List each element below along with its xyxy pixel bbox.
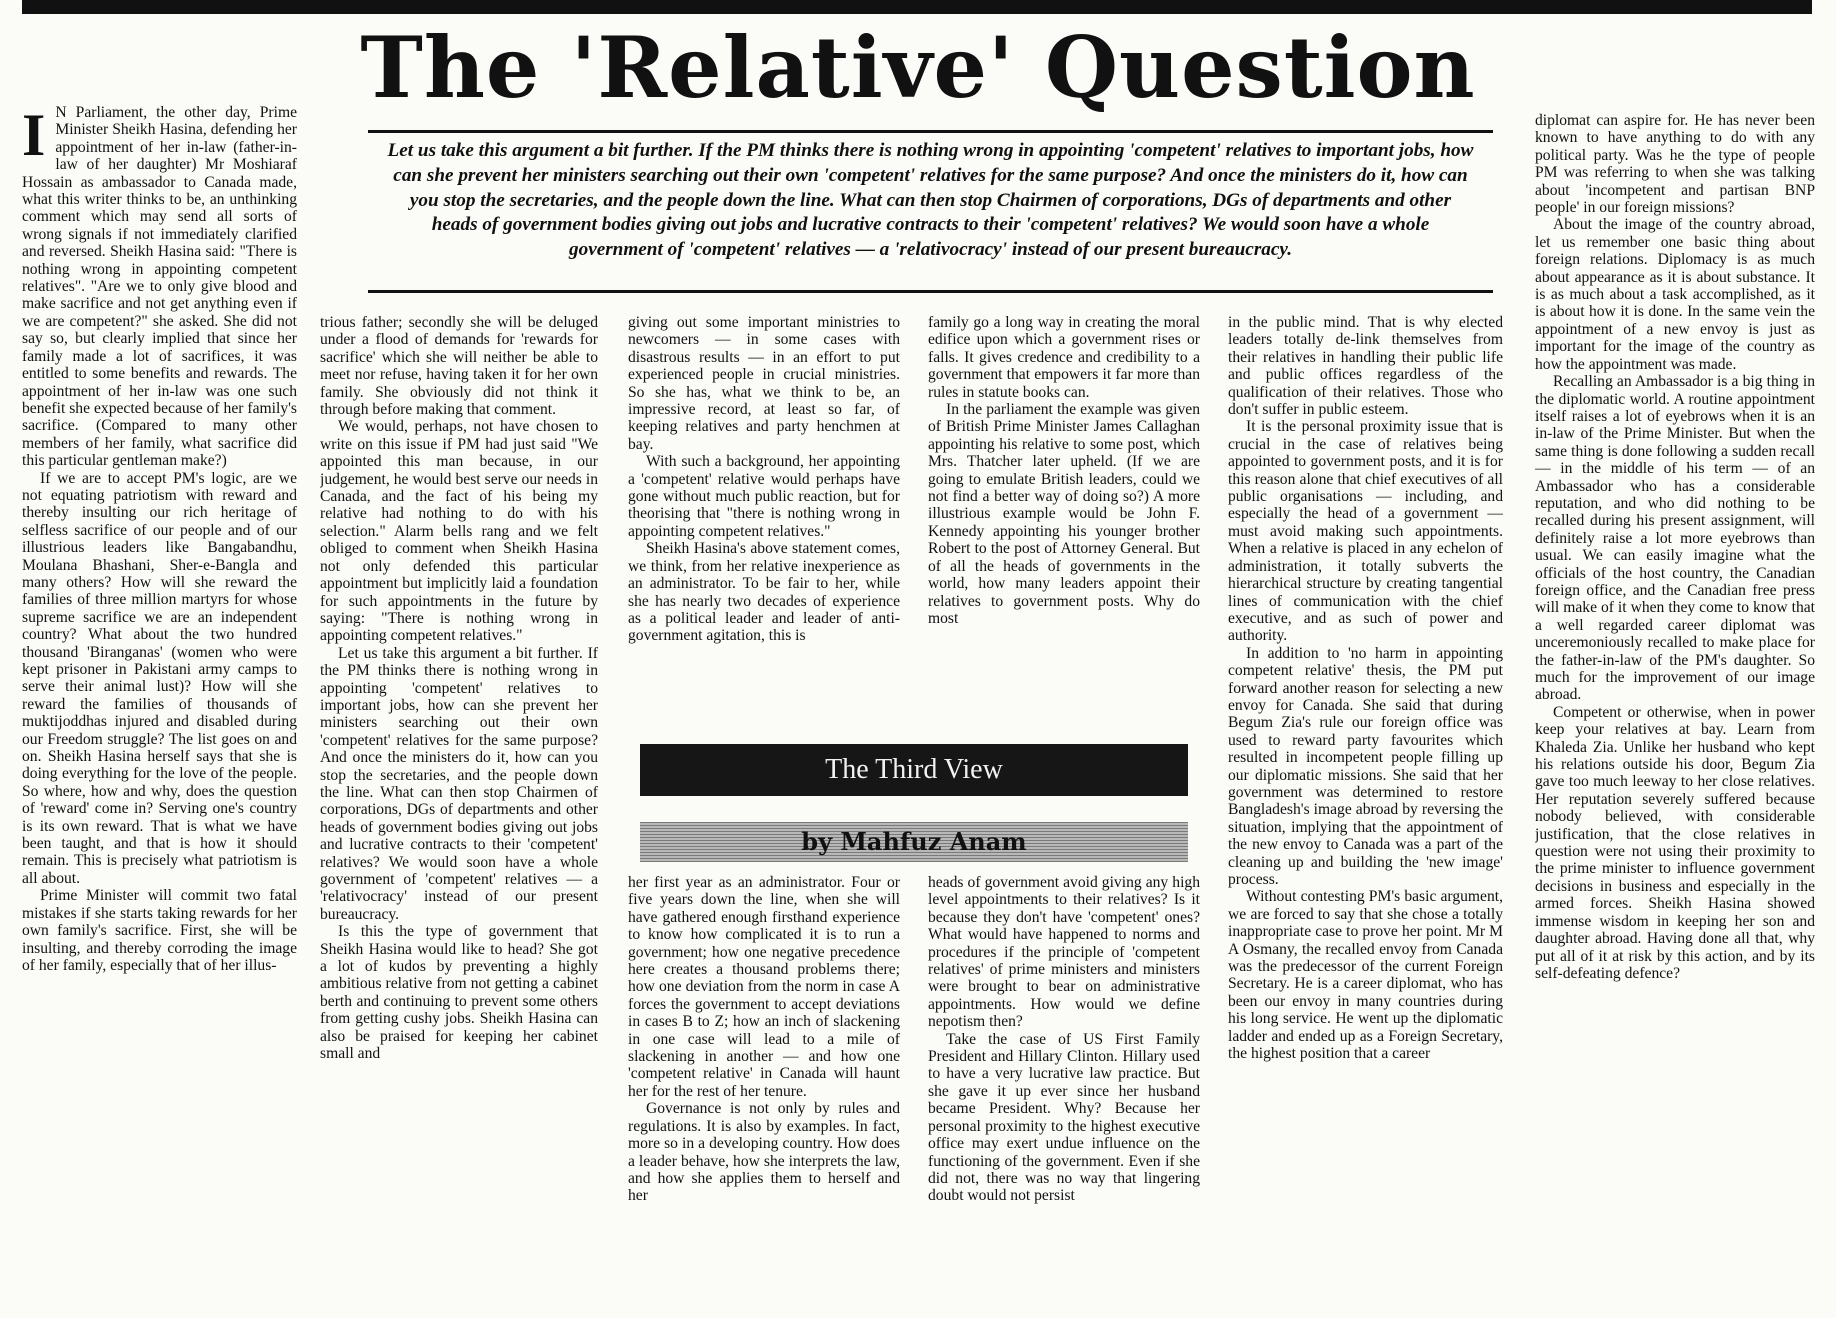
paragraph: With such a background, her appointing a 'competent' relative would perhaps have gone without much public reaction, but for theorising that "there is nothing wrong in appointing competent relatives." bbox=[628, 453, 900, 540]
paragraph: heads of government avoid giving any high level appointments to their relatives? Is it because they don't have 'competent' ones? What would have happened to norms and procedures if the principle of 'competent relatives' of prime ministers and ministers were brought to bear on administrative appointments. How would we define nepotism then? bbox=[928, 874, 1200, 1031]
top-rule bbox=[22, 0, 1812, 14]
pull-quote: Let us take this argument a bit further. If the PM thinks there is nothing wrong in appointing 'competent' relatives to important jobs, how can she prevent her ministers searching out their own 'competent' relatives for the same purpose? And once the ministers do it, how can you stop the secretaries, and the people down the line. What can then stop Chairmen of corporations, DGs of departments and other heads of government bodies giving out jobs and lucrative contracts to their 'competent' relatives? We would soon have a whole government of 'competent' relatives — a 'relativocracy' instead of our present bureaucracy. bbox=[387, 140, 1474, 261]
paragraph: Competent or otherwise, when in power keep your relatives at bay. Learn from Khaleda Zia. Unlike her husband who kept his relations outside his door, Begum Zia gave too much leeway to her close relatives. Her reputation severely suffered because nobody believed, with considerable justification, that the close relatives in question were not using their proximity to the prime minister to influence government decisions in business and especially in the armed forces. Sheikh Hasina showed immense wisdom in keeping her son and daughter abroad. Having done all that, why put all of it at risk by this action, and by its self-defeating defence? bbox=[1535, 703, 1815, 982]
column-1 bbox=[22, 104, 297, 1318]
paragraph: Take the case of US First Family President and Hillary Clinton. Hillary used to have a very lucrative law practice. But she gave it up ever since her husband became President. Why? Because her personal proximity to the highest executive office may exert undue influence on the functioning of the government. Even if she did not, there was no way that lingering doubt would not persist bbox=[928, 1030, 1200, 1205]
paragraph: Is this the type of government that Sheikh Hasina would like to head? She got a lot of kudos by preventing a highly ambitious relative from not getting a cabinet berth and continuing to prevent some others from getting cushy jobs. Sheikh Hasina can also be praised for keeping her cabinet small and bbox=[320, 923, 598, 1063]
paragraph: Governance is not only by rules and regulations. It is also by examples. In fact, more so in a developing country. How does a leader behave, how she interprets the law, and how she applies them to herself and her bbox=[628, 1100, 900, 1205]
paragraph: trious father; secondly she will be deluged under a flood of demands for 'rewards for sacrifice' which she will neither be able to meet nor refuse, having taken it for her own family. She obviously did not think it through before making that comment. bbox=[320, 314, 598, 419]
column-4-bottom bbox=[928, 874, 1200, 1318]
column-3-top bbox=[628, 314, 900, 732]
byline: by Mahfuz Anam bbox=[640, 822, 1188, 862]
column-label: The Third View bbox=[640, 744, 1188, 796]
paragraph: It is the personal proximity issue that is crucial in the case of relatives being appointed to government posts, and it is for this reason alone that chief executives of all public organisations — including, and especially the head of a government — must avoid making such appointments. When a relative is placed in any echelon of administration, it totally subverts the hierarchical structure by creating tangential lines of communication with the chief executive, and as such of power and authority. bbox=[1228, 418, 1503, 645]
paragraph-text: N Parliament, the other day, Prime Minister Sheikh Hasina, defending her appointment of her in-law (father-in-law of her daughter) Mr Moshiaraf Hossain as ambassador to Canada made, what this writer thinks to be, an unthinking comment which may send all sorts of wrong signals if not immediately clarified and reversed. Sheikh Hasina said: "There is nothing wrong in appointing competent relatives". "Are we to only give blood and make sacrifice and not get anything even if we are competent?" she asked. She did not say so, but clearly implied that since her family made a lot of sacrifices, it was entitled to some benefits and rewards. The appointment of her in-law was one such benefit she expected because of her family's sacrifice. (Compared to many other members of her family, what sacrifice did this particular gentleman make?) bbox=[22, 104, 297, 470]
paragraph: Let us take this argument a bit further. If the PM thinks there is nothing wrong in appointing 'competent' relatives to important jobs, how can she prevent her ministers searching out their own 'competent' relatives for the same purpose? And once the ministers do it, how can you stop the secretaries, and the people down the line. What can then stop Chairmen of corporations, DGs of departments and other heads of government bodies giving out jobs and lucrative contracts to their 'competent' relatives? We would soon have a whole government of 'competent' relatives — a 'relativocracy' instead of our present bureaucracy. bbox=[320, 644, 598, 923]
paragraph: diplomat can aspire for. He has never been known to have anything to do with any political party. Was he the type of people PM was referring to when she was talking about 'incompetent and partisan BNP people' in our foreign missions? bbox=[1535, 112, 1815, 217]
paragraph: Sheikh Hasina's above statement comes, we think, from her relative inexperience as an administrator. To be fair to her, while she has nearly two decades of experience as a political leader and leader of anti-government agitation, this is bbox=[628, 540, 900, 645]
column-5 bbox=[1228, 314, 1503, 1318]
paragraph: Without contesting PM's basic argument, we are forced to say that she chose a totally inappropriate case to prove her point. Mr M A Osmany, the recalled envoy from Canada was the predecessor of the current Foreign Secretary. He is a career diplomat, who has been our envoy in many countries during his long service. He went up the diplomatic ladder and ended up as a Foreign Secretary, the highest position that a career bbox=[1228, 888, 1503, 1063]
paragraph: We would, perhaps, not have chosen to write on this issue if PM had just said "We appointed this man because, in our judgement, he would best serve our needs in Canada, and the fact of his being my relative had nothing to do with his selection." Alarm bells rang and we felt obliged to comment when Sheikh Hasina not only defended this particular appointment but implicitly laid a foundation for such appointments in the future by saying: "There is nothing wrong in appointing competent relatives." bbox=[320, 418, 598, 645]
paragraph: her first year as an administrator. Four or five years down the line, when she will have gathered enough firsthand experience to know how complicated it is to run a government; how one negative precedence here creates a thousand problems there; how one deviation from the norm in case A forces the government to accept deviations in cases B to Z; how an inch of slackening in one case will lead to a mile of slackening in another — and how one 'competent relative' in Canada will haunt her for the rest of her tenure. bbox=[628, 874, 900, 1100]
paragraph: About the image of the country abroad, let us remember one basic thing about foreign relations. Diplomacy is as much about appearance as it is about substance. It is as much about a task accomplished, as it is about how it is done. In the same vein the appointment of a new envoy is just as important for the image of the country as how the appointment was made. bbox=[1535, 216, 1815, 373]
pull-quote-box bbox=[368, 130, 1493, 293]
paragraph: In addition to 'no harm in appointing competent relative' thesis, the PM put forward another reason for selecting a new envoy for Canada. She said that during Begum Zia's rule our foreign office was used to reward party favourites which resulted in incompetent people filling up our diplomatic missions. She said that her government was determined to restore Bangladesh's image abroad by reversing the situation, implying that the appointment of the new envoy to Canada was a part of the cleaning up and building the 'new image' process. bbox=[1228, 644, 1503, 888]
paragraph: If we are to accept PM's logic, are we not equating patriotism with reward and thereby insulting our rich heritage of selfless sacrifice of our people and of our illustrious leaders like Bangabandhu, Moulana Bhashani, Sher-e-Bangla and many others? How will she reward the families of three million martyrs for whose supreme sacrifice we are an independent country? What about the two hundred thousand 'Biranganas' (women who were kept prisoner in Pakistani army camps to serve their animal lust)? How will she reward the families of thousands of muktijoddhas injured and disabled during our Freedom struggle? The list goes on and on. Sheikh Hasina herself says that she is doing everything for the love of the people. So where, how and why, does the question of 'reward' come in? Serving one's country is its own reward. That is what we have been taught, and that is how it should remain. This is precisely what patriotism is all about. bbox=[22, 469, 297, 887]
paragraph: In the parliament the example was given of British Prime Minister James Callaghan appointing his relative to some post, which Mrs. Thatcher later upheld. (If we are going to emulate British leaders, could we not find a better way of doing so?) A more illustrious example would be John F. Kennedy appointing his younger brother Robert to the post of Attorney General. But of all the heads of governments in the world, how many leaders appoint their relatives to government posts. Why do most bbox=[928, 401, 1200, 627]
paragraph: in the public mind. That is why elected leaders totally de-link themselves from their relatives in handling their public life and public offices regardless of the qualification of their relatives. Those who don't suffer in public esteem. bbox=[1228, 314, 1503, 419]
column-6 bbox=[1535, 112, 1815, 1318]
paragraph: Prime Minister will commit two fatal mistakes if she starts taking rewards for her own family's sacrifice. First, she will be insulting, and thereby corroding the image of her family, especially that of her illus- bbox=[22, 887, 297, 974]
drop-cap: I bbox=[22, 104, 46, 168]
column-3-bottom bbox=[628, 874, 900, 1318]
column-2 bbox=[320, 314, 598, 1318]
column-4-top bbox=[928, 314, 1200, 732]
paragraph: giving out some important ministries to newcomers — in some cases with disastrous results — in an effort to put experienced people in crucial ministries. So she has, what we think to be, an impressive record, at least so far, of keeping relatives and party henchmen at bay. bbox=[628, 314, 900, 453]
headline: The 'Relative' Question bbox=[360, 18, 1476, 117]
paragraph bbox=[22, 104, 297, 470]
paragraph: family go a long way in creating the moral edifice upon which a government rises or falls. It gives credence and credibility to a government that empowers it far more than rules in statute books can. bbox=[928, 314, 1200, 401]
paragraph: Recalling an Ambassador is a big thing in the diplomatic world. A routine appointment itself raises a lot of eyebrows when it is an in-law of the Prime Minister. But when the same thing is done following a sudden recall — in the middle of his term — of an Ambassador who has a considerable reputation, and who did nothing to be recalled during his present assignment, will definitely raise a lot more eyebrows than usual. We can easily imagine what the officials of the host country, the Canadian foreign office, and the Canadian free press will make of it when they come to know that a well regarded career diplomat was unceremoniously recalled to make place for the father-in-law of the PM's daughter. So much for the improvement of our image abroad. bbox=[1535, 373, 1815, 704]
